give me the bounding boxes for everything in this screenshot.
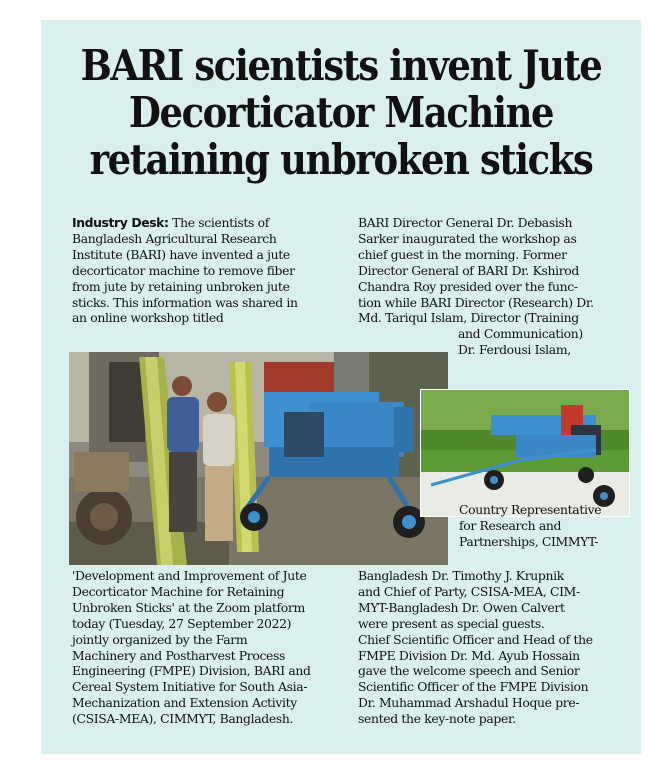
headline-line-3: retaining unbroken sticks: [89, 135, 593, 184]
text-line: Cereal System Initiative for South Asia-: [72, 679, 308, 695]
text-line: gave the welcome speech and Senior: [358, 663, 580, 679]
photo-decorticator-machine-field: [420, 389, 630, 517]
text-line: Dr. Muhammad Arshadul Hoque pre-: [358, 695, 580, 711]
text-line: sented the key-note paper.: [358, 711, 516, 727]
text-line: an online workshop titled: [72, 310, 224, 326]
column-2-bottom-text: [358, 568, 593, 727]
text-line: Bangladesh Agricultural Research: [72, 230, 277, 246]
column-2-mid-text: [459, 502, 601, 550]
text-line: Dr. Ferdousi Islam,: [458, 342, 571, 358]
text-line: BARI Director General Dr. Debasish: [358, 215, 573, 230]
text-line: Director General of BARI Dr. Kshirod: [358, 262, 579, 278]
text-line: Decorticator Machine for Retaining: [72, 583, 285, 599]
text-line: were present as special guests.: [358, 615, 545, 631]
text-line: 'Development and Improvement of Jute: [72, 568, 307, 583]
headline: [77, 42, 605, 183]
text-line: decorticator machine to remove fiber: [72, 262, 295, 278]
text-line: Sarker inaugurated the workshop as: [358, 230, 577, 246]
text-line: Partnerships, CIMMYT-: [459, 533, 599, 549]
text-line: from jute by retaining unbroken jute: [72, 278, 290, 294]
text-line: for Research and: [459, 517, 562, 533]
text-line: jointly organized by the Farm: [72, 631, 248, 647]
text-line: (CSISA-MEA), CIMMYT, Bangladesh.: [72, 711, 294, 727]
text-line: Engineering (FMPE) Division, BARI and: [72, 663, 311, 679]
column-1-bottom-text: [72, 568, 311, 727]
text-line: sticks. This information was shared in: [72, 294, 298, 310]
headline-line-2: Decorticator Machine: [128, 88, 554, 137]
headline-line-1: BARI scientists invent Jute: [80, 41, 602, 90]
photo-jute-decorticator-with-scientists: [69, 352, 448, 565]
text-line: tion while BARI Director (Research) Dr.: [358, 294, 594, 310]
text-line: Chief Scientific Officer and Head of the: [358, 631, 593, 647]
text-line: and Chief of Party, CSISA-MEA, CIM-: [358, 583, 580, 599]
column-2-top-text: [358, 215, 594, 358]
text-line: Industry Desk: The scientists of: [72, 215, 269, 230]
text-line: Md. Tariqul Islam, Director (Training: [358, 310, 579, 326]
text-line: Scientific Officer of the FMPE Division: [358, 679, 589, 695]
column-1-top-text: [72, 215, 298, 326]
text-line: and Communication): [458, 326, 583, 342]
text-line: Bangladesh Dr. Timothy J. Krupnik: [358, 568, 564, 583]
text-line: Mechanization and Extension Activity: [72, 695, 297, 711]
text-line: Unbroken Sticks' at the Zoom platform: [72, 599, 305, 615]
text-line: Institute (BARI) have invented a jute: [72, 246, 290, 262]
text-line: FMPE Division Dr. Md. Ayub Hossain: [358, 647, 580, 663]
text-line: Country Representative: [459, 502, 602, 517]
text-line: chief guest in the morning. Former: [358, 246, 567, 262]
text-line: Chandra Roy presided over the func-: [358, 278, 578, 294]
text-line: Machinery and Postharvest Process: [72, 647, 286, 663]
text-line: today (Tuesday, 27 September 2022): [72, 615, 292, 631]
byline: Industry Desk:: [72, 215, 169, 230]
text-line: MYT-Bangladesh Dr. Owen Calvert: [358, 599, 565, 615]
news-clipping: [41, 20, 641, 754]
